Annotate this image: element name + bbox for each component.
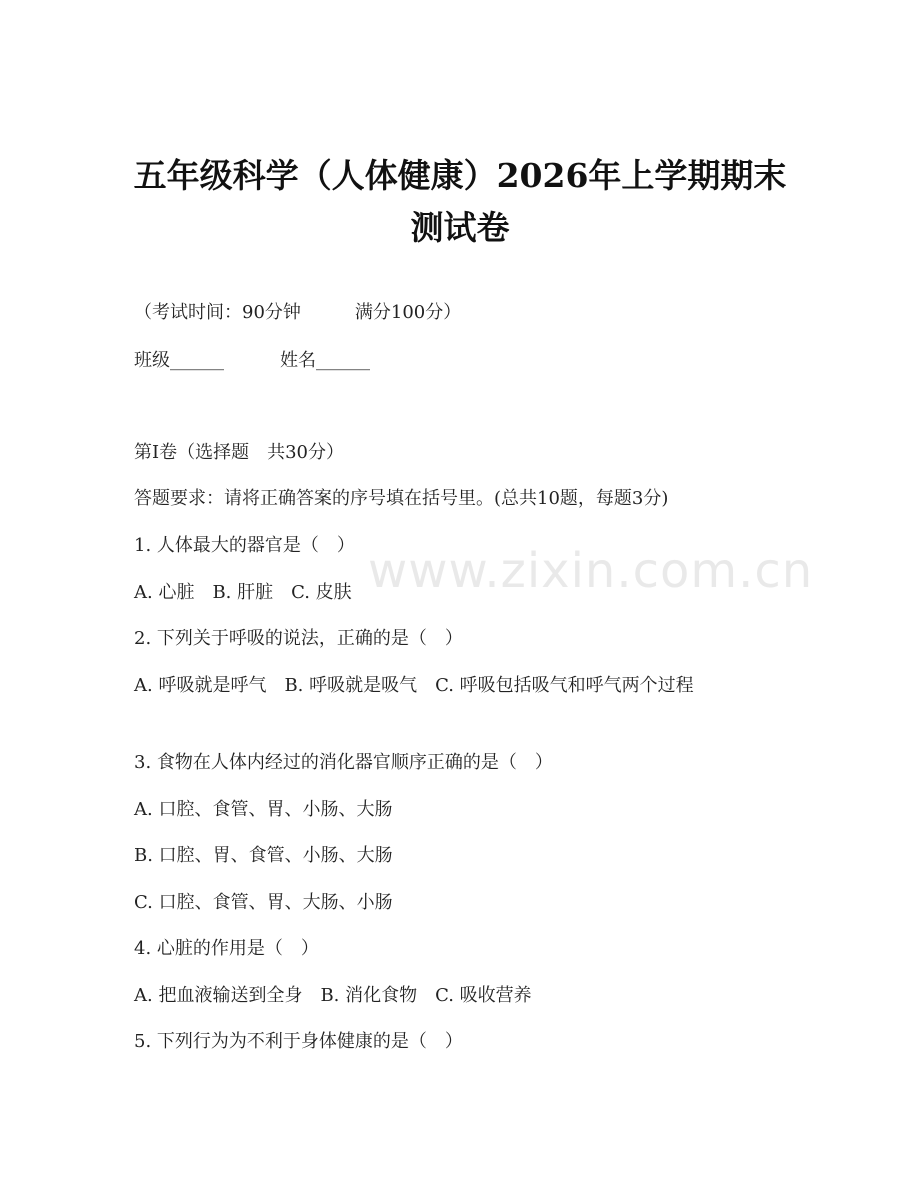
title-line-2: 测试卷 <box>410 208 510 247</box>
question-4-stem: 4. 心脏的作用是（ ） <box>134 938 319 959</box>
instructions: 答题要求：请将正确答案的序号填在括号里。(总共10题，每题3分) <box>134 488 669 509</box>
class-field: 班级______ <box>134 350 224 371</box>
question-3-option-c: C. 口腔、食管、胃、大肠、小肠 <box>134 892 393 913</box>
question-2-options: A. 呼吸就是呼气 B. 呼吸就是吸气 C. 呼吸包括吸气和呼气两个过程 <box>134 675 694 696</box>
student-info-row <box>134 348 784 374</box>
question-3-stem: 3. 食物在人体内经过的消化器官顺序正确的是（ ） <box>134 752 553 773</box>
question-5-stem: 5. 下列行为为不利于身体健康的是（ ） <box>134 1031 463 1052</box>
watermark: www.zixin.com.cn <box>368 543 814 599</box>
question-1-options: A. 心脏 B. 肝脏 C. 皮肤 <box>134 582 352 603</box>
question-4-options: A. 把血液输送到全身 B. 消化食物 C. 吸收营养 <box>134 985 532 1006</box>
name-field: 姓名______ <box>280 350 370 371</box>
section-heading: 第I卷（选择题 共30分） <box>134 442 345 463</box>
title-line-1: 五年级科学（人体健康）2026年上学期期末 <box>133 156 787 195</box>
document-title <box>120 150 800 254</box>
question-3-option-a: A. 口腔、食管、胃、小肠、大肠 <box>134 799 393 820</box>
question-3-option-b: B. 口腔、胃、食管、小肠、大肠 <box>134 845 393 866</box>
question-1-stem: 1. 人体最大的器官是（ ） <box>134 535 355 556</box>
question-2-stem: 2. 下列关于呼吸的说法，正确的是（ ） <box>134 628 463 649</box>
exam-info: （考试时间：90分钟 满分100分） <box>134 302 462 323</box>
